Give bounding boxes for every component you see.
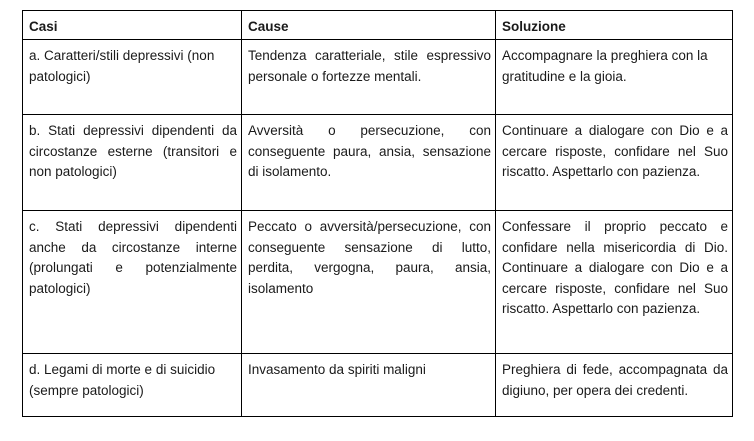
cell-cause: Tendenza caratteriale, stile espressivo personale o fortezze mentali. — [242, 40, 496, 115]
header-casi: Casi — [23, 11, 242, 40]
cases-table — [22, 10, 733, 417]
table-header-row — [23, 11, 733, 40]
cell-soluzione: Confessare il proprio peccato e confidare nella misericordia di Dio. Continuare a dialogare con Dio e a cercare risposte, confidare nel Suo riscatto. Aspettarlo con pazienza. — [496, 211, 733, 354]
cell-cause: Avversità o persecuzione, con conseguente paura, ansia, sensazione di isolamento. — [242, 115, 496, 211]
document-page — [22, 10, 732, 417]
cell-casi: b. Stati depressivi dipendenti da circostanze esterne (transitori e non patologici) — [23, 115, 242, 211]
cell-cause: Invasamento da spiriti maligni — [242, 354, 496, 417]
cell-cause: Peccato o avversità/persecuzione, con conseguente sensazione di lutto, perdita, vergogna, paura, ansia, isolamento — [242, 211, 496, 354]
table-row — [23, 115, 733, 211]
cell-casi: a. Caratteri/stili depressivi (non patologici) — [23, 40, 242, 115]
cell-soluzione: Continuare a dialogare con Dio e a cercare risposte, confidare nel Suo riscatto. Aspettarlo con pazienza. — [496, 115, 733, 211]
table-row — [23, 211, 733, 354]
cell-soluzione: Preghiera di fede, accompagnata da digiuno, per opera dei credenti. — [496, 354, 733, 417]
header-soluzione: Soluzione — [496, 11, 733, 40]
table-row — [23, 40, 733, 115]
table-row — [23, 354, 733, 417]
cell-casi: c. Stati depressivi dipendenti anche da circostanze interne (prolungati e potenzialmente patologici) — [23, 211, 242, 354]
header-cause: Cause — [242, 11, 496, 40]
cell-soluzione: Accompagnare la preghiera con la gratitudine e la gioia. — [496, 40, 733, 115]
cell-casi: d. Legami di morte e di suicidio (sempre patologici) — [23, 354, 242, 417]
